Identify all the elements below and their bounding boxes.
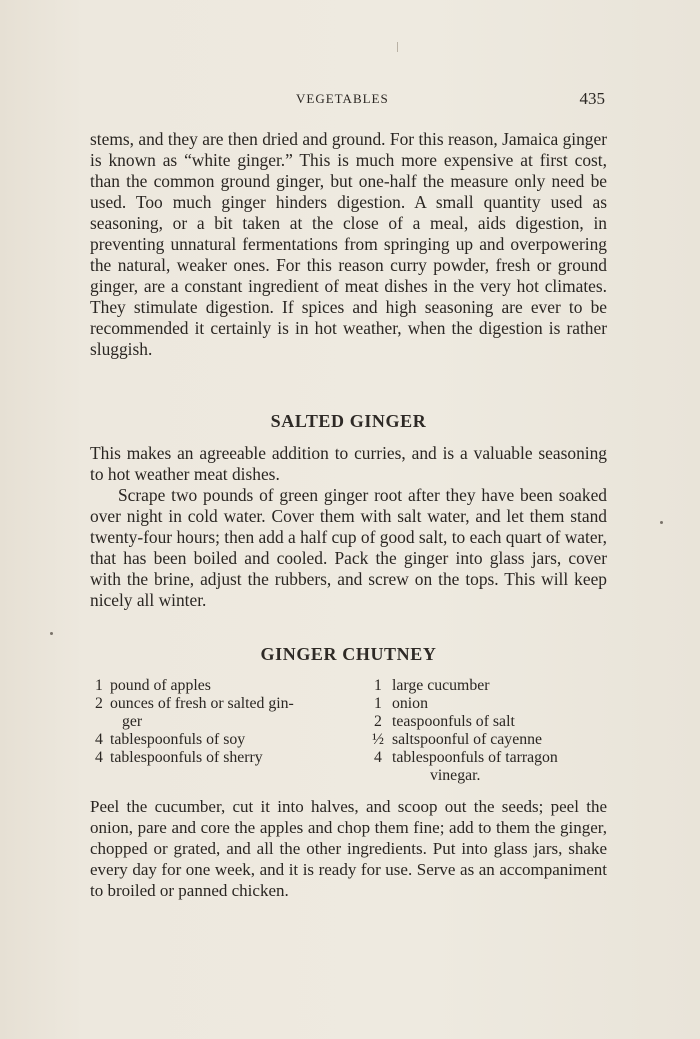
ingredient-qty: ½ bbox=[372, 731, 384, 748]
intro-paragraph bbox=[90, 129, 607, 360]
ingredient-qty: 1 bbox=[374, 695, 382, 712]
ingredient-continuation: vinegar. bbox=[430, 767, 481, 784]
ingredient-qty: 2 bbox=[374, 713, 382, 730]
method-text: Peel the cucumber, cut it into halves, and scoop out the seeds; peel the onion, pare and core the apples and chop them fine; add to them the ginger, chopped or grated, and all the other ingredients. Put into glass jars, shake every day for one week, and it is ready for use. Serve as an accompaniment to broiled or panned chicken. bbox=[90, 797, 607, 900]
ingredient-item bbox=[90, 695, 348, 731]
ingredient-item bbox=[368, 677, 607, 695]
ingredient-qty: 4 bbox=[95, 731, 103, 748]
running-head: VEGETABLES bbox=[296, 91, 389, 106]
ingredient-item bbox=[368, 749, 607, 785]
salted-ginger-body bbox=[90, 443, 607, 611]
ingredient-qty: 4 bbox=[95, 749, 103, 766]
ingredient-text: tablespoonfuls of sherry bbox=[110, 749, 263, 766]
ingredient-qty: 4 bbox=[374, 749, 382, 766]
ingredient-item bbox=[368, 731, 607, 749]
salted-ginger-paragraph-2: Scrape two pounds of green ginger root after they have been soaked over night in cold water. Cover them with salt water, and let them stand twenty-four hours; then add a half cup of good salt, to each quart of water, that has been boiled and cooled. Pack the ginger into glass jars, cover with the brine, adjust the rubbers, and screw on the tops. This will keep nicely all winter. bbox=[90, 485, 607, 610]
ingredient-qty: 1 bbox=[95, 677, 103, 694]
ingredient-text: teaspoonfuls of salt bbox=[392, 713, 515, 730]
ingredient-text: onion bbox=[392, 695, 428, 712]
ingredient-text: ounces of fresh or salted gin- bbox=[110, 695, 294, 712]
paper-speck bbox=[50, 632, 53, 635]
ingredient-continuation: ger bbox=[122, 713, 143, 730]
ingredient-column-right bbox=[368, 677, 607, 785]
page-number: 435 bbox=[579, 89, 605, 108]
ingredient-text: saltspoonful of cayenne bbox=[392, 731, 543, 748]
ingredient-text: tablespoonfuls of tarragon bbox=[392, 749, 558, 766]
ingredient-item bbox=[368, 695, 607, 713]
ginger-chutney-method bbox=[90, 796, 607, 901]
page-mark bbox=[397, 42, 398, 52]
salted-ginger-paragraph-1: This makes an agreeable addition to curries, and is a valuable seasoning to hot weather meat dishes. bbox=[90, 443, 607, 484]
ingredient-qty: 1 bbox=[374, 677, 382, 694]
intro-text: stems, and they are then dried and ground. For this reason, Jamaica ginger is known as “white ginger.” This is much more expensive at first cost, than the common ground ginger, but one-half the measure only need be used. Too much ginger hinders digestion. A small quantity used as seasoning, or a bit taken at the close of a meal, aids digestion, in preventing unnatural fermentations from springing up and overpowering the natural, weaker ones. For this reason curry powder, fresh or ground ginger, are a constant ingredient of meat dishes in the very hot climates. They stimulate digestion. If spices and high seasoning are ever to be recommended it certainly is in hot weather, when the digestion is rather sluggish. bbox=[90, 129, 607, 359]
ingredient-text: large cucumber bbox=[392, 677, 490, 694]
ingredient-item bbox=[90, 749, 348, 767]
ginger-chutney-heading: GINGER CHUTNEY bbox=[260, 644, 437, 664]
paper-speck bbox=[660, 521, 663, 524]
ingredient-qty: 2 bbox=[95, 695, 103, 712]
ingredient-item bbox=[368, 713, 607, 731]
page-header bbox=[90, 89, 607, 111]
ingredient-column-left bbox=[90, 677, 348, 767]
ingredient-text: tablespoonfuls of soy bbox=[110, 731, 246, 748]
ingredient-text: pound of apples bbox=[110, 677, 211, 694]
ingredient-item bbox=[90, 731, 348, 749]
salted-ginger-heading: SALTED GINGER bbox=[270, 411, 427, 431]
ingredient-item bbox=[90, 677, 348, 695]
